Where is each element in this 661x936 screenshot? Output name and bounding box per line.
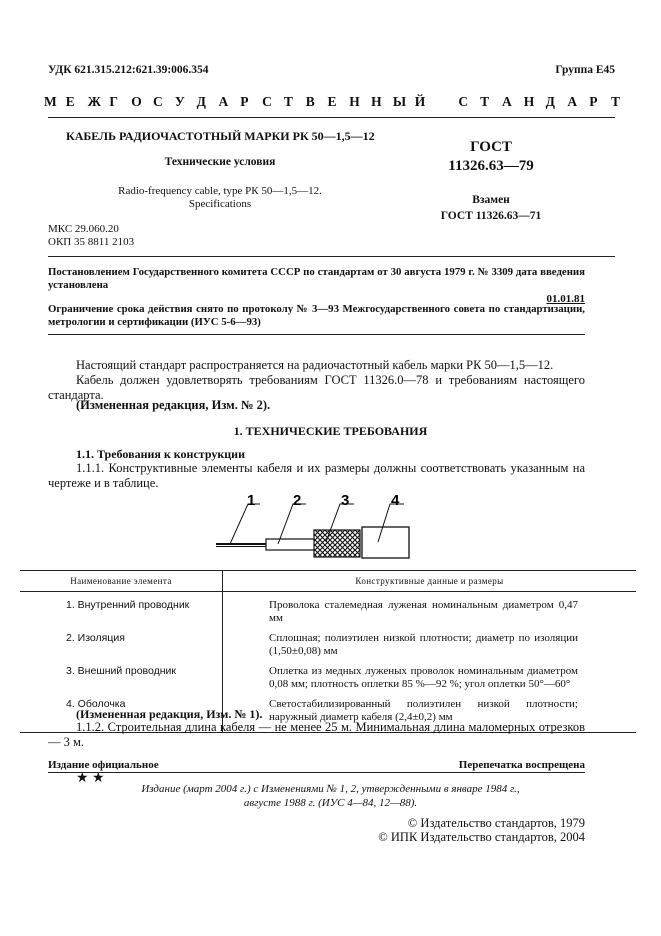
- stars: ★ ★: [76, 771, 105, 786]
- paragraph-1-1-2: 1.1.2. Строительная длина кабеля — не менее 25 м. Минимальная длина маломерных отрезков — 3 м.: [48, 720, 585, 749]
- banner-letter: С: [458, 94, 469, 109]
- english-subtitle: Specifications: [188, 198, 252, 210]
- banner-letter: Н: [349, 94, 361, 109]
- element-data: Светостабилизированный полиэтилен низкой плотности; наружный диаметр кабеля (2,4±0,2) мм: [223, 695, 637, 733]
- header-divider: [48, 117, 615, 118]
- element-data: Сплошная; полиэтилен низкой плотности; диаметр по изоляции (1,50±0,08) мм: [223, 629, 637, 662]
- table-row: [20, 629, 636, 662]
- document-subtitle: Технические условия: [164, 156, 276, 168]
- intro-amendment: (Измененная редакция, Изм. № 2).: [76, 398, 271, 412]
- banner-letter: Д: [196, 94, 207, 109]
- outer-sheath: [362, 527, 409, 558]
- decree-divider: [48, 334, 585, 335]
- insulation: [266, 539, 318, 550]
- table-row: [20, 662, 636, 695]
- replaces-gost: ГОСТ 11326.63—71: [440, 210, 542, 222]
- banner-letter: Н: [371, 94, 382, 109]
- outer-conductor-braid: [314, 530, 360, 557]
- edition-note-1: Издание (март 2004 г.) с Изменениями № 1, 2, утвержденными в январе 1984 г.,: [141, 783, 520, 795]
- reprint-prohibited: Перепечатка воспрещена: [458, 759, 585, 771]
- banner-letter: Р: [240, 94, 249, 109]
- banner-letter: М: [44, 94, 58, 109]
- inner-conductor: [216, 544, 270, 547]
- document-title: КАБЕЛЬ РАДИОЧАСТОТНЫЙ МАРКИ РК 50—1,5—12: [66, 129, 375, 143]
- banner-letter: Т: [611, 94, 621, 109]
- intro-paragraph-1: Настоящий стандарт распространяется на радиочастотный кабель марки РК 50—1,5—12.: [76, 358, 554, 372]
- callout-1: 1: [247, 492, 256, 509]
- banner-letter: С: [262, 94, 273, 109]
- table-row: [20, 592, 636, 630]
- banner-letter: А: [501, 94, 513, 109]
- paragraph-1-1-1: 1.1.1. Конструктивные элементы кабеля и их размеры должны соответствовать указанным на чертеже и в таблице.: [48, 461, 585, 490]
- okp-code: ОКП 35 8811 2103: [48, 236, 135, 248]
- leader-line-2: [278, 504, 306, 544]
- title-divider: [48, 256, 615, 257]
- gost-label: ГОСТ: [470, 139, 512, 155]
- banner-letter: Д: [545, 94, 556, 109]
- leader-line-1: [230, 504, 260, 544]
- udk-code: УДК 621.315.212:621.39:006.354: [48, 64, 209, 76]
- footer-divider: [48, 772, 585, 773]
- element-name: 4. Оболочка: [20, 695, 223, 733]
- copyright-2004: © ИПК Издательство стандартов, 2004: [378, 830, 585, 844]
- table-header-data: Конструктивные данные и размеры: [223, 571, 637, 592]
- banner-letter: Г: [109, 94, 119, 109]
- table-header-element: Наименование элемента: [20, 571, 223, 592]
- banner-letter: У: [174, 94, 186, 109]
- banner-letter: Н: [523, 94, 535, 109]
- element-data: Проволока сталемедная луженая номинальным диаметром 0,47 мм: [223, 592, 637, 630]
- element-data: Оплетка из медных луженых проволок номинальным диаметром 0,08 мм; плотность оплетки 85 %—92 %; угол оплетки 50°—60°: [223, 662, 637, 695]
- callout-4: 4: [391, 492, 400, 509]
- banner-letter: Й: [414, 94, 426, 109]
- banner-letter: Т: [480, 94, 490, 109]
- banner-letter: А: [218, 94, 229, 109]
- cable-drawing: [210, 490, 425, 562]
- section-1-heading: 1. ТЕХНИЧЕСКИЕ ТРЕБОВАНИЯ: [233, 424, 428, 438]
- banner-letter: А: [567, 94, 578, 109]
- edition-note-2: августе 1988 г. (ИУС 4—84, 12—88).: [243, 797, 418, 809]
- banner-letter: В: [305, 94, 315, 109]
- banner-letter: С: [153, 94, 164, 109]
- subsection-1-1-heading: 1.1. Требования к конструкции: [76, 447, 246, 461]
- banner-letter: Ы: [392, 94, 407, 109]
- banner-letter: Е: [65, 94, 76, 109]
- element-name: 3. Внешний проводник: [66, 665, 177, 677]
- decree-date: 01.01.81: [546, 293, 585, 305]
- decree-text: Постановлением Государственного комитета СССР по стандартам от 30 августа 1979 г. № 3309 дата введения установлена: [48, 266, 585, 291]
- banner-letter: Ж: [87, 94, 102, 109]
- english-title: Radio-frequency cable, type РК 50—1,5—12.: [118, 185, 322, 197]
- intro-paragraph-2: Кабель должен удовлетворять требованиям ГОСТ 11326.0—78 и требованиям настоящего стандарта.: [48, 373, 585, 402]
- group-code: Группа Е45: [555, 64, 615, 76]
- callout-3: 3: [341, 492, 350, 509]
- banner-letter: О: [131, 94, 143, 109]
- copyright-1979: © Издательство стандартов, 1979: [407, 816, 585, 830]
- gost-number: 11326.63—79: [448, 158, 534, 174]
- banner-letter: Е: [327, 94, 337, 109]
- official-edition: Издание официальное: [48, 759, 159, 771]
- limitation-text: Ограничение срока действия снято по протоколу № 3—93 Межгосударственного совета по стандартизации, метрологии и сертификации (ИУС 5-6—93): [48, 303, 585, 328]
- table-amendment: (Измененная редакция, Изм. № 1).: [76, 707, 263, 721]
- element-name: 2. Изоляция: [66, 632, 125, 644]
- replaces-label: Взамен: [472, 194, 510, 206]
- element-name: 1. Внутренний проводник: [66, 599, 190, 611]
- banner-letter: Т: [283, 94, 294, 109]
- mks-code: МКС 29.060.20: [48, 223, 119, 235]
- callout-2: 2: [293, 492, 302, 509]
- banner-letter: Р: [589, 94, 598, 109]
